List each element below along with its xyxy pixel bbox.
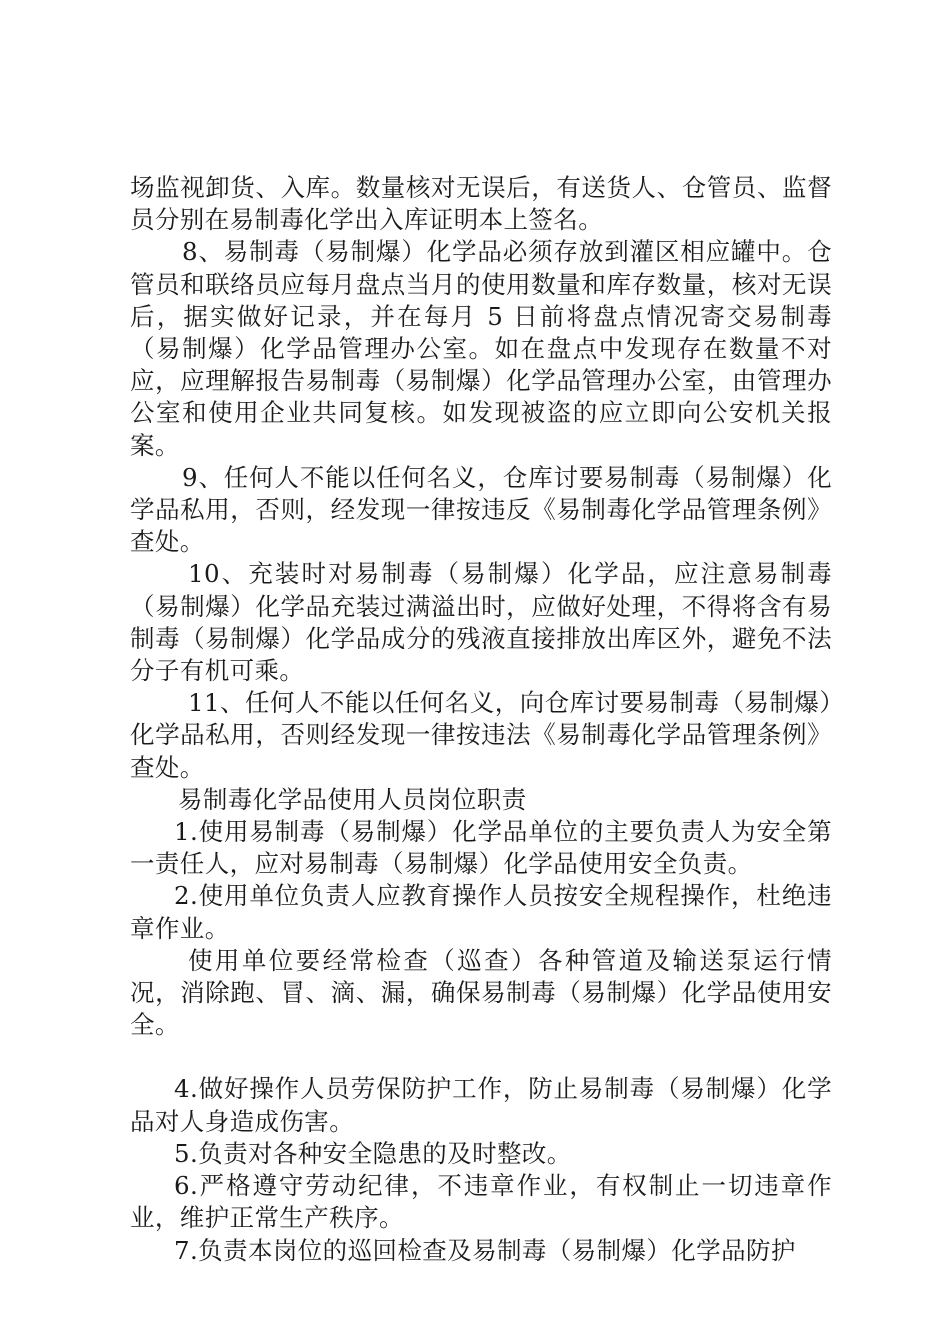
duty-item-6: 6.严格遵守劳动纪律，不违章作业，有权制止一切违章作业，维护正常生产秩序。 [130,1171,832,1233]
document-body [130,172,832,1267]
paragraph-item-9: 9、任何人不能以任何名义，仓库讨要易制毒（易制爆）化学品私用，否则，经发现一律按违反《易制毒化学品管理条例》查处。 [130,462,832,557]
blank-line [130,1041,832,1073]
duty-item-4: 4.做好操作人员劳保防护工作，防止易制毒（易制爆）化学品对人身造成伤害。 [130,1074,832,1136]
duty-item-3: 使用单位要经常检查（巡查）各种管道及输送泵运行情况，消除跑、冒、滴、漏，确保易制毒（易制爆）化学品使用安全。 [130,945,832,1040]
duty-item-1: 1.使用易制毒（易制爆）化学品单位的主要负责人为安全第一责任人，应对易制毒（易制爆）化学品使用安全负责。 [130,817,832,879]
duty-item-7: 7.负责本岗位的巡回检查及易制毒（易制爆）化学品防护 [174,1235,796,1265]
duty-item-2: 2.使用单位负责人应教育操作人员按安全规程操作，杜绝违章作业。 [130,881,832,943]
duty-item-5: 5.负责对各种安全隐患的及时整改。 [174,1138,572,1168]
paragraph-item-10: 10、充装时对易制毒（易制爆）化学品，应注意易制毒（易制爆）化学品充装过满溢出时，应做好处理，不得将含有易制毒（易制爆）化学品成分的残液直接排放出库区外，避免不法分子有机可乘。 [130,559,832,686]
section-heading: 易制毒化学品使用人员岗位职责 [178,784,527,814]
paragraph-item-11: 11、任何人不能以任何名义，向仓库讨要易制毒（易制爆）化学品私用，否则经发现一律按违法《易制毒化学品管理条例》查处。 [130,688,832,782]
paragraph-continuation: 场监视卸货、入库。数量核对无误后，有送货人、仓管员、监督员分别在易制毒化学出入库证明本上签名。 [130,173,832,235]
paragraph-item-8: 8、易制毒（易制爆）化学品必须存放到灌区相应罐中。仓管员和联络员应每月盘点当月的使用数量和库存数量，核对无误后，据实做好记录，并在每月 5 日前将盘点情况寄交易制毒（易制爆）化学品管理办公室。如在盘点中发现存在数量不对应，应理解报告易制毒（易制爆）化学品管理办公室，由管理办公室和使用企业共同复核。如发现被盗的应立即向公安机关报案。 [130,237,832,460]
